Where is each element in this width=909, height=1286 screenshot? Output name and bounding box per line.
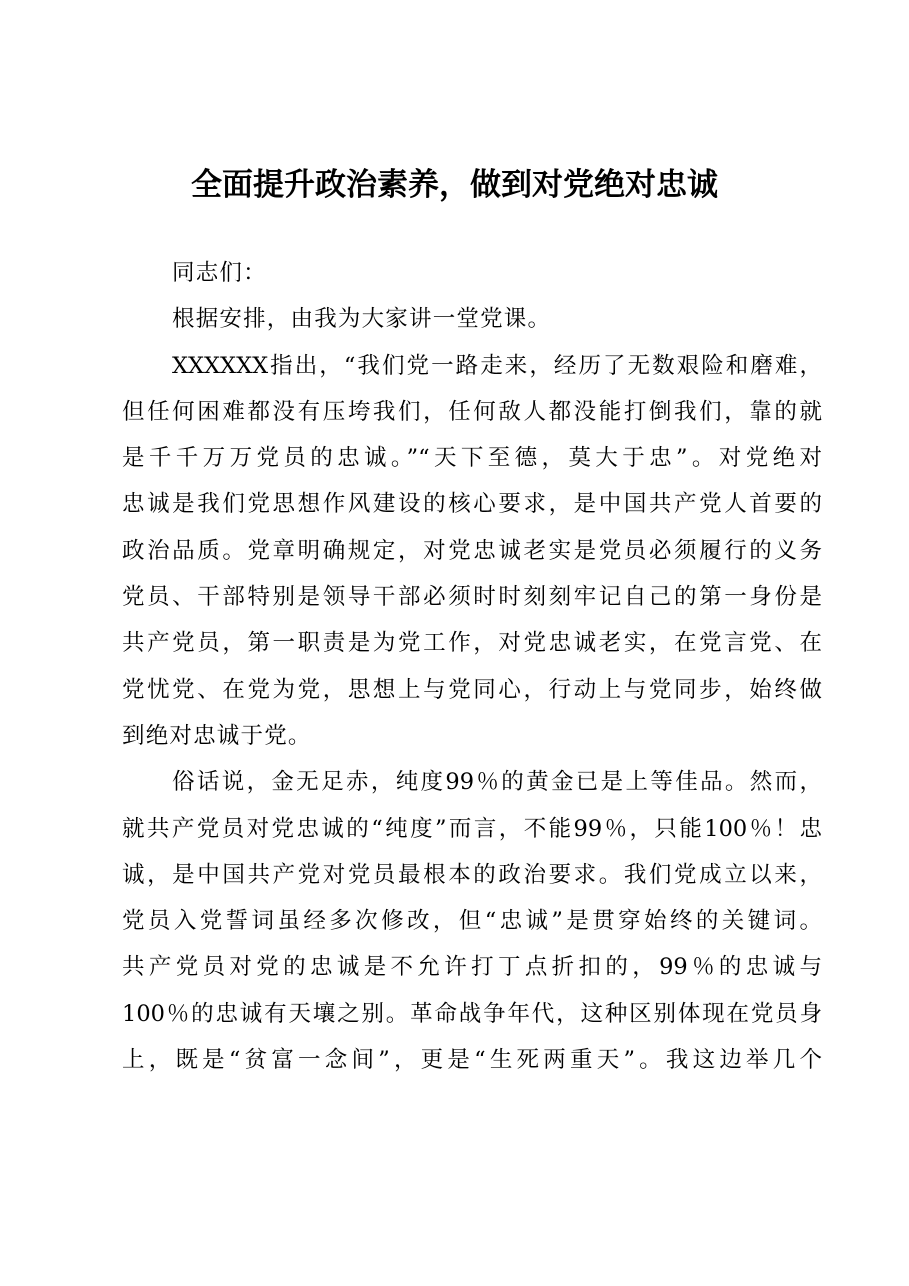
paragraph-loyalty-purity <box>122 759 822 1083</box>
paragraph-line: XXXXXX指出，“我们党一路走来，经历了无数艰险和磨难， <box>172 352 822 379</box>
greeting-line: 同志们： <box>172 260 267 286</box>
paragraph-line: 上，既是“贫富一念间”，更是“生死两重天”。我这边举几个 <box>122 1047 822 1074</box>
paragraph-arrangement <box>122 296 822 342</box>
paragraph-line: 是千千万万党员的忠诚。”“天下至德，莫大于忠”。对党绝对 <box>122 445 822 472</box>
paragraph-line: 党忧党、在党为党，思想上与党同心，行动上与党同步，始终做 <box>122 676 822 703</box>
paragraph-line: 100％的忠诚有天壤之别。革命战争年代，这种区别体现在党员身 <box>122 1000 822 1027</box>
paragraph-line: 党员、干部特别是领导干部必须时时刻刻牢记自己的第一身份是 <box>122 584 822 611</box>
paragraph-line: 忠诚是我们党思想作风建设的核心要求，是中国共产党人首要的 <box>122 491 822 518</box>
paragraph-line: 党员入党誓词虽经多次修改，但“忠诚”是贯穿始终的关键词。 <box>122 908 822 935</box>
paragraph-line: 但任何困难都没有压垮我们，任何敌人都没能打倒我们，靠的就 <box>122 398 822 425</box>
paragraph-line: 共产党员，第一职责是为党工作，对党忠诚老实，在党言党、在 <box>122 630 822 657</box>
paragraph-line: 到绝对忠诚于党。 <box>122 722 312 749</box>
paragraph-line: 诚，是中国共产党对党员最根本的政治要求。我们党成立以来， <box>122 861 822 888</box>
paragraph-line: 共产党员对党的忠诚是不允许打丁点折扣的，99％的忠诚与 <box>122 954 822 981</box>
paragraph-loyalty-requirement <box>122 343 822 760</box>
document-body <box>122 250 822 1083</box>
paragraph-line: 俗话说，金无足赤，纯度99％的黄金已是上等佳品。然而， <box>172 769 822 796</box>
greeting-paragraph <box>122 250 822 296</box>
paragraph-line: 政治品质。党章明确规定，对党忠诚老实是党员必须履行的义务 <box>122 537 822 564</box>
paragraph-line: 根据安排，由我为大家讲一堂党课。 <box>172 306 552 333</box>
document-title: 全面提升政治素养，做到对党绝对忠诚 <box>191 167 718 203</box>
paragraph-line: 就共产党员对党忠诚的“纯度”而言，不能99％，只能100％！忠 <box>122 815 822 842</box>
